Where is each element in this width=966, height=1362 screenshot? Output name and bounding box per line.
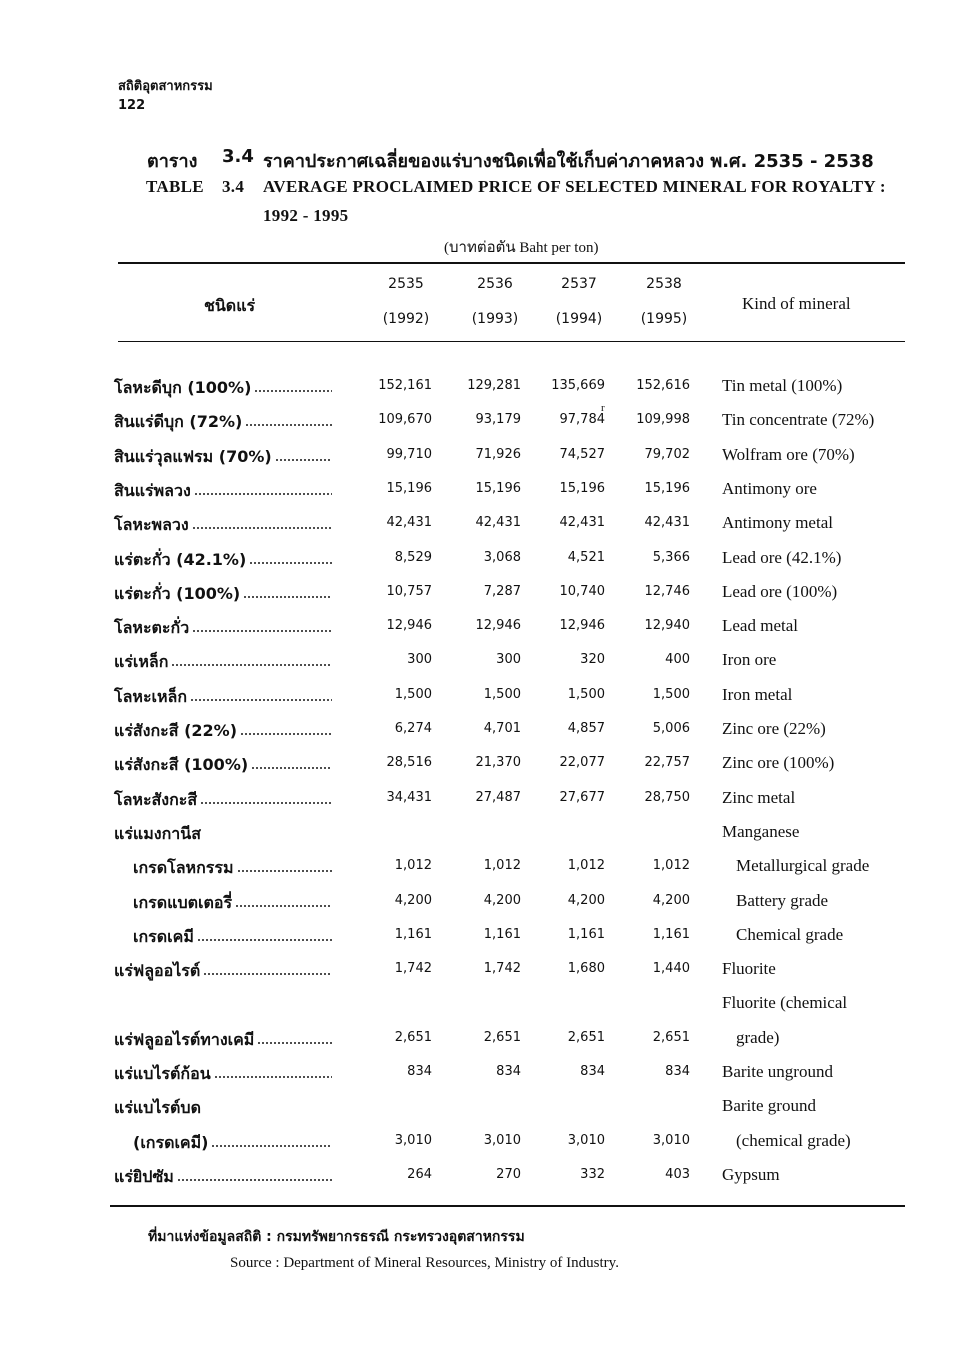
mineral-name-en: Wolfram ore (70%): [722, 445, 855, 464]
leader-dots: [192, 630, 332, 632]
mineral-name-en: Lead ore (100%): [722, 582, 838, 601]
price-cell: 152,616: [636, 378, 690, 393]
price-cell: 28,516: [386, 755, 432, 770]
price-cell: 4,857: [567, 721, 605, 736]
mineral-name-th: แร่ยิปซัม: [114, 1167, 174, 1186]
title-text-en-line1: AVERAGE PROCLAIMED PRICE OF SELECTED MINERAL FOR ROYALTY :: [263, 177, 886, 196]
price-cell: 5,006: [652, 721, 690, 736]
mineral-name-en: Barite unground: [722, 1062, 833, 1081]
title-label-en: TABLE: [146, 177, 204, 196]
mineral-name-en: (chemical grade): [736, 1131, 851, 1150]
price-cell: 834: [665, 1064, 690, 1079]
year-header-ce: (1992): [382, 311, 430, 327]
price-cell: 1,500: [483, 687, 521, 702]
mineral-name-th: แร่ฟลูออไรต์: [114, 961, 201, 980]
mineral-name-en: Barite ground: [722, 1096, 816, 1115]
mineral-name-en: Zinc metal: [722, 788, 796, 807]
price-cell: 1,012: [652, 858, 690, 873]
price-cell: 8,529: [394, 550, 432, 565]
mineral-name-en: grade): [736, 1028, 780, 1047]
price-cell: 12,946: [559, 618, 605, 633]
mineral-name-en: Tin metal (100%): [722, 376, 843, 395]
price-cell: 4,200: [652, 893, 690, 908]
mineral-name-en: Lead metal: [722, 616, 798, 635]
price-cell: 1,161: [394, 927, 432, 942]
leader-dots: [177, 1179, 332, 1181]
price-cell: 1,680: [567, 961, 605, 976]
price-cell: 3,010: [652, 1133, 690, 1148]
title-number-th: 3.4: [222, 146, 254, 167]
price-cell: 320: [580, 652, 605, 667]
price-cell: 129,281: [467, 378, 521, 393]
title-label-th: ตาราง: [147, 151, 198, 172]
price-cell: 42,431: [559, 515, 605, 530]
leader-dots: [197, 939, 332, 941]
year-header-be: 2538: [646, 276, 682, 292]
price-cell: 1,500: [567, 687, 605, 702]
price-cell: 135,669: [551, 378, 605, 393]
leader-dots: [237, 870, 332, 872]
mineral-name-th: เกรดโลหกรรม: [133, 858, 234, 877]
price-cell: 3,010: [567, 1133, 605, 1148]
leader-dots: [249, 562, 332, 564]
price-cell: 12,746: [644, 584, 690, 599]
price-cell: 834: [496, 1064, 521, 1079]
leader-dots: [254, 390, 332, 392]
leader-dots: [200, 802, 332, 804]
price-cell: 21,370: [475, 755, 521, 770]
price-cell: 4,200: [483, 893, 521, 908]
revised-mark: r: [601, 402, 605, 414]
price-cell: 300: [407, 652, 432, 667]
price-cell: 400: [665, 652, 690, 667]
price-cell: 15,196: [386, 481, 432, 496]
price-cell: 3,010: [394, 1133, 432, 1148]
price-cell: 71,926: [475, 447, 521, 462]
running-header: สถิติอุตสาหกรรม: [118, 79, 213, 94]
price-cell: 79,702: [644, 447, 690, 462]
price-cell: 4,701: [483, 721, 521, 736]
mineral-name-th: แร่ตะกั่ว (100%): [114, 584, 241, 603]
leader-dots: [192, 527, 332, 529]
price-cell: 1,742: [394, 961, 432, 976]
price-cell: 42,431: [386, 515, 432, 530]
price-cell: 15,196: [559, 481, 605, 496]
leader-dots: [251, 767, 332, 769]
page-number: 122: [118, 98, 146, 113]
mineral-name-th: แร่แมงกานีส: [114, 824, 201, 843]
year-header-ce: (1995): [640, 311, 688, 327]
mineral-name-en: Fluorite: [722, 959, 776, 978]
price-cell: 15,196: [644, 481, 690, 496]
price-cell: 1,012: [567, 858, 605, 873]
title-text-en-line2: 1992 - 1995: [263, 206, 349, 225]
table-bottom-rule: [110, 1205, 905, 1207]
mineral-name-en: Metallurgical grade: [736, 856, 870, 875]
price-cell: 1,500: [652, 687, 690, 702]
year-header-be: 2537: [561, 276, 597, 292]
leader-dots: [194, 493, 332, 495]
title-number-en: 3.4: [222, 177, 245, 196]
mineral-name-th: แร่สังกะสี (22%): [114, 721, 238, 740]
price-cell: 42,431: [644, 515, 690, 530]
price-cell: 34,431: [386, 790, 432, 805]
leader-dots: [245, 424, 332, 426]
price-cell: 28,750: [644, 790, 690, 805]
price-cell: 300: [496, 652, 521, 667]
leader-dots: [190, 699, 332, 701]
price-cell: 10,740: [559, 584, 605, 599]
price-cell: 12,946: [386, 618, 432, 633]
price-cell: 74,527: [559, 447, 605, 462]
price-cell: 152,161: [378, 378, 432, 393]
mineral-name-en: Fluorite (chemical: [722, 993, 848, 1012]
price-cell: 97,784: [559, 412, 605, 427]
column-header-kind-en: Kind of mineral: [742, 294, 851, 313]
mineral-name-th: เกรดเคมี: [133, 927, 194, 946]
table-top-rule: [118, 262, 905, 264]
table-header-rule: [118, 341, 905, 342]
year-header-be: 2535: [388, 276, 424, 292]
price-cell: 1,742: [483, 961, 521, 976]
mineral-name-en: Gypsum: [722, 1165, 780, 1184]
mineral-name-en: Chemical grade: [736, 925, 844, 944]
mineral-name-th: สินแร่พลวง: [114, 481, 191, 500]
price-cell: 22,757: [644, 755, 690, 770]
mineral-name-th: แร่ฟลูออไรต์ทางเคมี: [114, 1030, 255, 1049]
price-cell: 5,366: [652, 550, 690, 565]
mineral-name-en: Battery grade: [736, 891, 829, 910]
price-cell: 1,161: [483, 927, 521, 942]
price-cell: 2,651: [394, 1030, 432, 1045]
mineral-name-en: Antimony ore: [722, 479, 817, 498]
price-cell: 264: [407, 1167, 432, 1182]
title-text-th: ราคาประกาศเฉลี่ยของแร่บางชนิดเพื่อใช้เก็บค่าภาคหลวง พ.ศ. 2535 - 2538: [263, 151, 874, 172]
mineral-name-th: เกรดแบตเตอรี่: [133, 893, 233, 912]
source-th: ที่มาแห่งข้อมูลสถิติ : กรมทรัพยากรธรณี กระทรวงอุตสาหกรรม: [148, 1229, 525, 1245]
price-cell: 1,440: [652, 961, 690, 976]
price-cell: 3,068: [483, 550, 521, 565]
price-cell: 27,487: [475, 790, 521, 805]
leader-dots: [171, 664, 332, 666]
unit-label: (บาทต่อตัน Baht per ton): [444, 240, 599, 256]
mineral-name-en: Iron metal: [722, 685, 793, 704]
price-cell: 2,651: [652, 1030, 690, 1045]
price-cell: 270: [496, 1167, 521, 1182]
price-cell: 4,521: [567, 550, 605, 565]
year-header-be: 2536: [477, 276, 513, 292]
source-en: Source : Department of Mineral Resources, Ministry of Industry.: [230, 1255, 619, 1271]
year-header-ce: (1994): [555, 311, 603, 327]
price-cell: 1,500: [394, 687, 432, 702]
price-cell: 4,200: [394, 893, 432, 908]
mineral-name-th: สินแร่วุลแฟรม (70%): [114, 447, 272, 466]
price-cell: 42,431: [475, 515, 521, 530]
leader-dots: [235, 905, 332, 907]
mineral-name-th: โลหะสังกะสี: [114, 790, 198, 809]
price-cell: 12,946: [475, 618, 521, 633]
price-cell: 99,710: [386, 447, 432, 462]
price-cell: 2,651: [567, 1030, 605, 1045]
leader-dots: [257, 1042, 332, 1044]
price-cell: 7,287: [483, 584, 521, 599]
mineral-name-en: Antimony metal: [722, 513, 833, 532]
price-cell: 93,179: [475, 412, 521, 427]
leader-dots: [203, 973, 332, 975]
leader-dots: [240, 733, 332, 735]
price-cell: 3,010: [483, 1133, 521, 1148]
mineral-name-th: แร่แบไรต์ก้อน: [114, 1064, 211, 1083]
mineral-name-en: Tin concentrate (72%): [722, 410, 875, 429]
mineral-name-th: แร่เหล็ก: [114, 652, 169, 671]
price-cell: 6,274: [394, 721, 432, 736]
column-header-mineral-th: ชนิดแร่: [204, 296, 256, 315]
mineral-name-en: Lead ore (42.1%): [722, 548, 842, 567]
price-cell: 2,651: [483, 1030, 521, 1045]
mineral-name-th: โลหะเหล็ก: [114, 687, 188, 706]
price-cell: 1,012: [394, 858, 432, 873]
leader-dots: [214, 1076, 332, 1078]
mineral-name-th: โลหะพลวง: [114, 515, 189, 534]
mineral-name-th: สินแร่ดีบุก (72%): [114, 412, 243, 431]
mineral-name-en: Iron ore: [722, 650, 777, 669]
mineral-name-th: โลหะดีบุก (100%): [114, 378, 252, 397]
price-cell: 10,757: [386, 584, 432, 599]
price-cell: 15,196: [475, 481, 521, 496]
price-cell: 403: [665, 1167, 690, 1182]
price-cell: 332: [580, 1167, 605, 1182]
price-cell: 22,077: [559, 755, 605, 770]
price-cell: 834: [407, 1064, 432, 1079]
leader-dots: [243, 596, 332, 598]
price-cell: 109,670: [378, 412, 432, 427]
price-cell: 1,161: [567, 927, 605, 942]
price-cell: 12,940: [644, 618, 690, 633]
mineral-name-th: โลหะตะกั่ว: [114, 618, 190, 637]
price-cell: 4,200: [567, 893, 605, 908]
mineral-name-en: Zinc ore (22%): [722, 719, 826, 738]
mineral-name-th: แร่ตะกั่ว (42.1%): [114, 550, 247, 569]
leader-dots: [211, 1145, 332, 1147]
price-cell: 27,677: [559, 790, 605, 805]
price-cell: 1,012: [483, 858, 521, 873]
mineral-name-en: Zinc ore (100%): [722, 753, 835, 772]
price-cell: 1,161: [652, 927, 690, 942]
leader-dots: [275, 459, 332, 461]
mineral-name-th: (เกรดเคมี): [133, 1133, 209, 1152]
year-header-ce: (1993): [471, 311, 519, 327]
mineral-name-th: แร่แบไรต์บด: [114, 1098, 201, 1117]
mineral-name-th: แร่สังกะสี (100%): [114, 755, 249, 774]
mineral-name-en: Manganese: [722, 822, 800, 841]
price-cell: 834: [580, 1064, 605, 1079]
price-cell: 109,998: [636, 412, 690, 427]
